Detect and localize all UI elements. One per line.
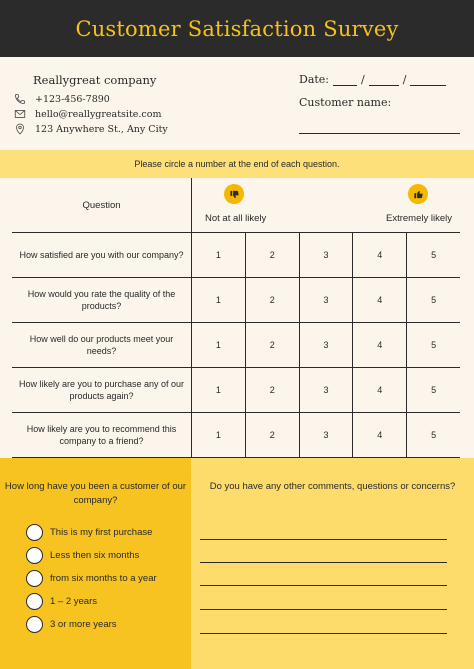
rating-cell[interactable]: 3 <box>299 278 353 322</box>
low-scale-label: Not at all likely <box>205 213 267 224</box>
rating-cell[interactable]: 1 <box>191 233 245 277</box>
duration-panel <box>0 458 191 669</box>
option-label: 1 – 2 years <box>50 596 97 607</box>
rating-cell[interactable]: 2 <box>245 368 299 412</box>
address-text: 123 Anywhere St., Any City <box>35 123 168 135</box>
question-header: Question <box>82 199 121 211</box>
option-label: This is my first purchase <box>50 527 153 538</box>
comment-line[interactable] <box>200 562 447 563</box>
thumbs-up-icon <box>408 184 428 204</box>
instruction-text: Please circle a number at the end of each question. <box>134 159 340 169</box>
rating-cell[interactable]: 1 <box>191 278 245 322</box>
rating-cell[interactable]: 5 <box>406 233 460 277</box>
table-row <box>12 323 460 368</box>
date-blank-day[interactable] <box>333 76 357 86</box>
rating-cell[interactable]: 5 <box>406 323 460 367</box>
table-row <box>12 368 460 413</box>
rating-cell[interactable]: 3 <box>299 368 353 412</box>
duration-option-less-six-months[interactable] <box>26 547 139 564</box>
phone-text: +123-456-7890 <box>35 93 110 105</box>
radio-circle[interactable] <box>26 570 43 587</box>
rating-cell[interactable]: 4 <box>352 278 406 322</box>
comment-line[interactable] <box>200 633 447 634</box>
rating-cell[interactable]: 4 <box>352 323 406 367</box>
option-label: 3 or more years <box>50 619 117 630</box>
rating-cell[interactable]: 4 <box>352 368 406 412</box>
table-row <box>12 233 460 278</box>
rating-cell[interactable]: 1 <box>191 368 245 412</box>
date-field <box>299 73 446 86</box>
rating-cell[interactable]: 5 <box>406 278 460 322</box>
radio-circle[interactable] <box>26 593 43 610</box>
table-row <box>12 278 460 323</box>
question-text: How satisfied are you with our company? <box>19 250 184 260</box>
duration-question: How long have you been a customer of our company? <box>4 481 187 506</box>
comment-line[interactable] <box>200 609 447 610</box>
comments-question: Do you have any other comments, questions or concerns? <box>209 481 456 492</box>
radio-circle[interactable] <box>26 616 43 633</box>
thumbs-down-icon <box>224 184 244 204</box>
comment-line[interactable] <box>200 585 447 586</box>
rating-cell[interactable]: 3 <box>299 233 353 277</box>
radio-circle[interactable] <box>26 547 43 564</box>
question-text: How would you rate the quality of the products? <box>27 289 176 311</box>
contact-email <box>14 108 161 120</box>
date-label: Date: <box>299 73 330 86</box>
customer-name-line[interactable] <box>299 133 460 134</box>
customer-name-label: Customer name: <box>299 96 392 109</box>
high-scale-label: Extremely likely <box>386 213 452 224</box>
rating-cell[interactable]: 4 <box>352 233 406 277</box>
radio-circle[interactable] <box>26 524 43 541</box>
duration-option-first-purchase[interactable] <box>26 524 152 541</box>
company-name: Reallygreat company <box>33 73 157 87</box>
rating-cell[interactable]: 2 <box>245 278 299 322</box>
rating-cell[interactable]: 1 <box>191 323 245 367</box>
location-icon <box>14 123 26 135</box>
rating-table <box>0 178 474 458</box>
email-text: hello@reallygreatsite.com <box>35 108 162 120</box>
rating-grid <box>12 232 460 458</box>
email-icon <box>14 108 26 120</box>
rating-cell[interactable]: 5 <box>406 368 460 412</box>
instruction-bar <box>0 150 474 178</box>
page-title: Customer Satisfaction Survey <box>75 16 399 41</box>
header-bar <box>0 0 474 57</box>
date-separator: / <box>402 73 407 86</box>
option-label: Less then six months <box>50 550 140 561</box>
phone-icon <box>14 93 26 105</box>
rating-cell[interactable]: 2 <box>245 233 299 277</box>
comment-line[interactable] <box>200 539 447 540</box>
rating-cell[interactable]: 2 <box>245 323 299 367</box>
rating-cell[interactable]: 3 <box>299 323 353 367</box>
duration-option-six-months-year[interactable] <box>26 570 157 587</box>
date-blank-month[interactable] <box>369 76 399 86</box>
rating-cell[interactable]: 5 <box>406 413 460 457</box>
contact-address <box>14 123 168 135</box>
question-text: How likely are you to recommend this company to a friend? <box>26 424 177 446</box>
rating-cell[interactable]: 3 <box>299 413 353 457</box>
rating-cell[interactable]: 2 <box>245 413 299 457</box>
comments-panel <box>191 458 474 669</box>
contact-phone <box>14 93 110 105</box>
date-separator: / <box>361 73 365 86</box>
header-divider <box>191 178 192 232</box>
date-blank-year[interactable] <box>410 76 446 86</box>
duration-option-one-two-years[interactable] <box>26 593 97 610</box>
table-row <box>12 413 460 458</box>
rating-cell[interactable]: 1 <box>191 413 245 457</box>
duration-option-three-plus-years[interactable] <box>26 616 117 633</box>
option-label: from six months to a year <box>50 573 157 584</box>
question-text: How well do our products meet your needs? <box>29 334 174 356</box>
rating-cell[interactable]: 4 <box>352 413 406 457</box>
question-text: How likely are you to purchase any of our products again? <box>18 379 185 401</box>
